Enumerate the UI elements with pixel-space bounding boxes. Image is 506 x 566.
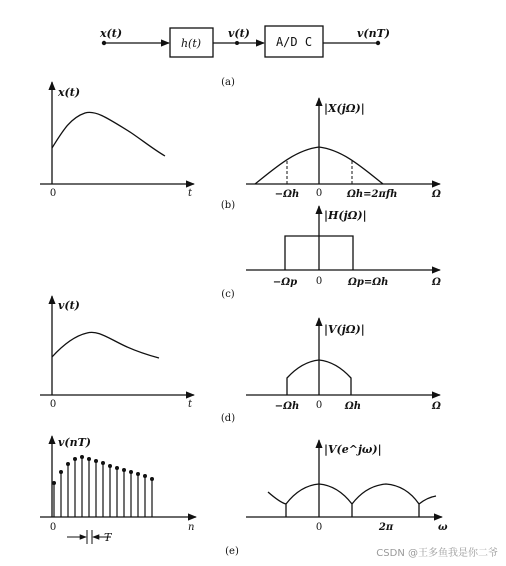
block-diagram (99, 26, 390, 88)
mid-signal-label: v(t) (228, 27, 250, 40)
panel-c-spectrum (221, 206, 441, 300)
panel-b-spectrum (221, 98, 441, 211)
panel-b-time (40, 82, 194, 199)
sample-dot (73, 457, 77, 461)
sample-dot (143, 474, 147, 478)
caption-b: (b) (220, 200, 236, 211)
e-time-signal-label: v(nT) (58, 436, 91, 449)
panel-e-time (40, 436, 196, 544)
e-time-origin-label: 0 (49, 522, 57, 533)
b-pos-tick-label: Ωh=2πfh (347, 189, 398, 200)
output-node (376, 41, 380, 45)
b-time-signal-curve (52, 112, 165, 156)
e-spec-periodic-curve (268, 484, 436, 517)
sample-dot (94, 459, 98, 463)
sample-dot (101, 461, 105, 465)
sample-dot (150, 477, 154, 481)
sample-dot (52, 481, 56, 485)
sample-dot (59, 470, 63, 474)
e-time-axis-label: n (188, 522, 195, 533)
d-time-axis-label: t (188, 399, 193, 410)
caption-a: (a) (221, 77, 235, 88)
d-neg-tick-label: −Ωh (274, 401, 300, 412)
d-time-signal-curve (52, 332, 159, 358)
caption-c: (c) (221, 289, 235, 300)
b-neg-tick-label: −Ωh (274, 189, 300, 200)
sample-dot (87, 457, 91, 461)
b-time-axis-label: t (188, 188, 193, 199)
b-spec-label: |X(jΩ)| (324, 102, 365, 115)
filter-block-label: h(t) (180, 37, 202, 50)
c-neg-tick-label: −Ωp (272, 277, 298, 288)
caption-e: (e) (225, 546, 239, 557)
mid-node (235, 41, 239, 45)
panel-e-spectrum (225, 440, 448, 557)
sample-dot (108, 464, 112, 468)
sample-dot (129, 470, 133, 474)
sample-dot (115, 466, 119, 470)
d-time-signal-label: v(t) (58, 299, 80, 312)
b-spec-axis-label: Ω (432, 189, 441, 200)
d-time-origin-label: 0 (49, 399, 57, 410)
d-pos-tick-label: Ωh (344, 401, 362, 412)
c-spec-label: |H(jΩ)| (324, 209, 367, 222)
e-sample-stems (52, 455, 154, 517)
b-time-origin-label: 0 (49, 188, 57, 199)
e-spec-axis-label: ω (438, 522, 448, 533)
input-signal-label: x(t) (100, 27, 123, 40)
c-spec-origin-label: 0 (315, 276, 323, 287)
sample-dot (66, 462, 70, 466)
sample-dot (136, 472, 140, 476)
sample-dot (80, 455, 84, 459)
caption-d: (d) (220, 413, 236, 424)
d-spec-axis-label: Ω (432, 401, 441, 412)
e-spec-label: |V(e^jω)| (324, 443, 382, 456)
d-spec-label: |V(jΩ)| (324, 323, 365, 336)
c-pos-tick-label: Ωp=Ωh (348, 277, 389, 288)
b-time-signal-label: x(t) (58, 86, 81, 99)
output-signal-label: v(nT) (357, 27, 390, 40)
c-spec-axis-label: Ω (432, 277, 441, 288)
adc-block-label: A/D C (275, 35, 313, 49)
panel-d-spectrum (221, 318, 441, 424)
e-spec-tick-label: 2π (378, 522, 394, 533)
d-spec-origin-label: 0 (315, 400, 323, 411)
panel-d-time (40, 296, 194, 410)
e-period-label: T (104, 531, 112, 544)
watermark: CSDN @王多鱼我是你二爷 (376, 548, 498, 559)
sample-dot (122, 468, 126, 472)
e-spec-origin-label: 0 (315, 522, 323, 533)
b-spec-origin-label: 0 (315, 188, 323, 199)
